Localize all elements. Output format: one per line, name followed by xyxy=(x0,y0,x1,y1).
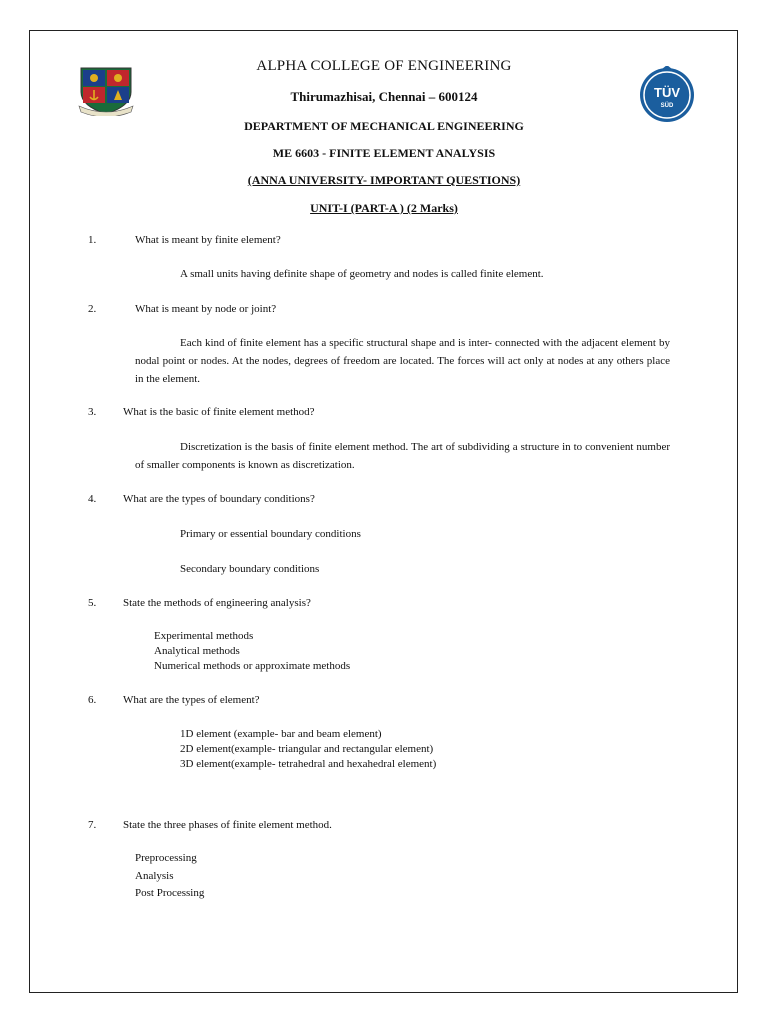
college-address: Thirumazhisai, Chennai – 600124 xyxy=(290,89,478,104)
list-item: Experimental methods xyxy=(154,630,254,642)
question-text: What are the types of element? xyxy=(123,694,260,706)
question-text: What is meant by finite element? xyxy=(135,234,281,246)
list-item: Analytical methods xyxy=(154,645,240,657)
question-number: 1. xyxy=(88,234,97,246)
answer-text: Discretization is the basis of finite element method. The art of subdividing a structure in to convenient number of smaller components is known as discretization. xyxy=(135,441,670,471)
answer-list xyxy=(135,850,204,903)
question-number: 3. xyxy=(88,406,97,418)
question-number: 6. xyxy=(88,694,97,706)
list-item: 2D element(example- triangular and rectangular element) xyxy=(180,743,434,755)
svg-text:SÜD: SÜD xyxy=(660,103,674,109)
question-number: 2. xyxy=(88,303,97,315)
list-item: Analysis xyxy=(135,869,174,882)
department-title: DEPARTMENT OF MECHANICAL ENGINEERING xyxy=(244,119,524,133)
question-text: What are the types of boundary conditions? xyxy=(123,493,315,505)
list-item: Preprocessing xyxy=(135,852,197,864)
list-item: 3D element(example- tetrahedral and hexahedral element) xyxy=(180,758,437,770)
answer-text: Each kind of finite element has a specific structural shape and is inter- connected with the adjacent element by nodal point or nodes. At the nodes, degrees of freedom are located. The forces will act only at nodes at any others place in the element. xyxy=(135,337,670,385)
unit-title: UNIT-I (PART-A ) (2 Marks) xyxy=(310,201,458,215)
question-text: State the three phases of finite element method. xyxy=(123,819,332,831)
list-item: 1D element (example- bar and beam element) xyxy=(180,728,382,740)
question-number: 4. xyxy=(88,493,97,505)
question-number: 7. xyxy=(88,819,97,831)
answer-list xyxy=(180,727,436,772)
question-text: What is the basic of finite element method? xyxy=(123,406,315,418)
answer-text: A small units having definite shape of geometry and nodes is called finite element. xyxy=(180,268,544,280)
list-item: Numerical methods or approximate methods xyxy=(154,660,351,672)
source-title: (ANNA UNIVERSITY- IMPORTANT QUESTIONS) xyxy=(247,173,521,187)
list-item: Post Processing xyxy=(135,887,205,899)
svg-text:TÜV: TÜV xyxy=(654,85,680,100)
list-item: Secondary boundary conditions xyxy=(180,563,320,575)
college-name: ALPHA COLLEGE OF ENGINEERING xyxy=(256,58,512,74)
list-item: Primary or essential boundary conditions xyxy=(180,528,361,540)
subject-title: ME 6603 - FINITE ELEMENT ANALYSIS xyxy=(272,146,496,160)
question-number: 5. xyxy=(88,597,97,609)
question-text: What is meant by node or joint? xyxy=(135,303,277,315)
answer-list xyxy=(154,629,350,674)
question-text: State the methods of engineering analysis? xyxy=(123,597,311,609)
